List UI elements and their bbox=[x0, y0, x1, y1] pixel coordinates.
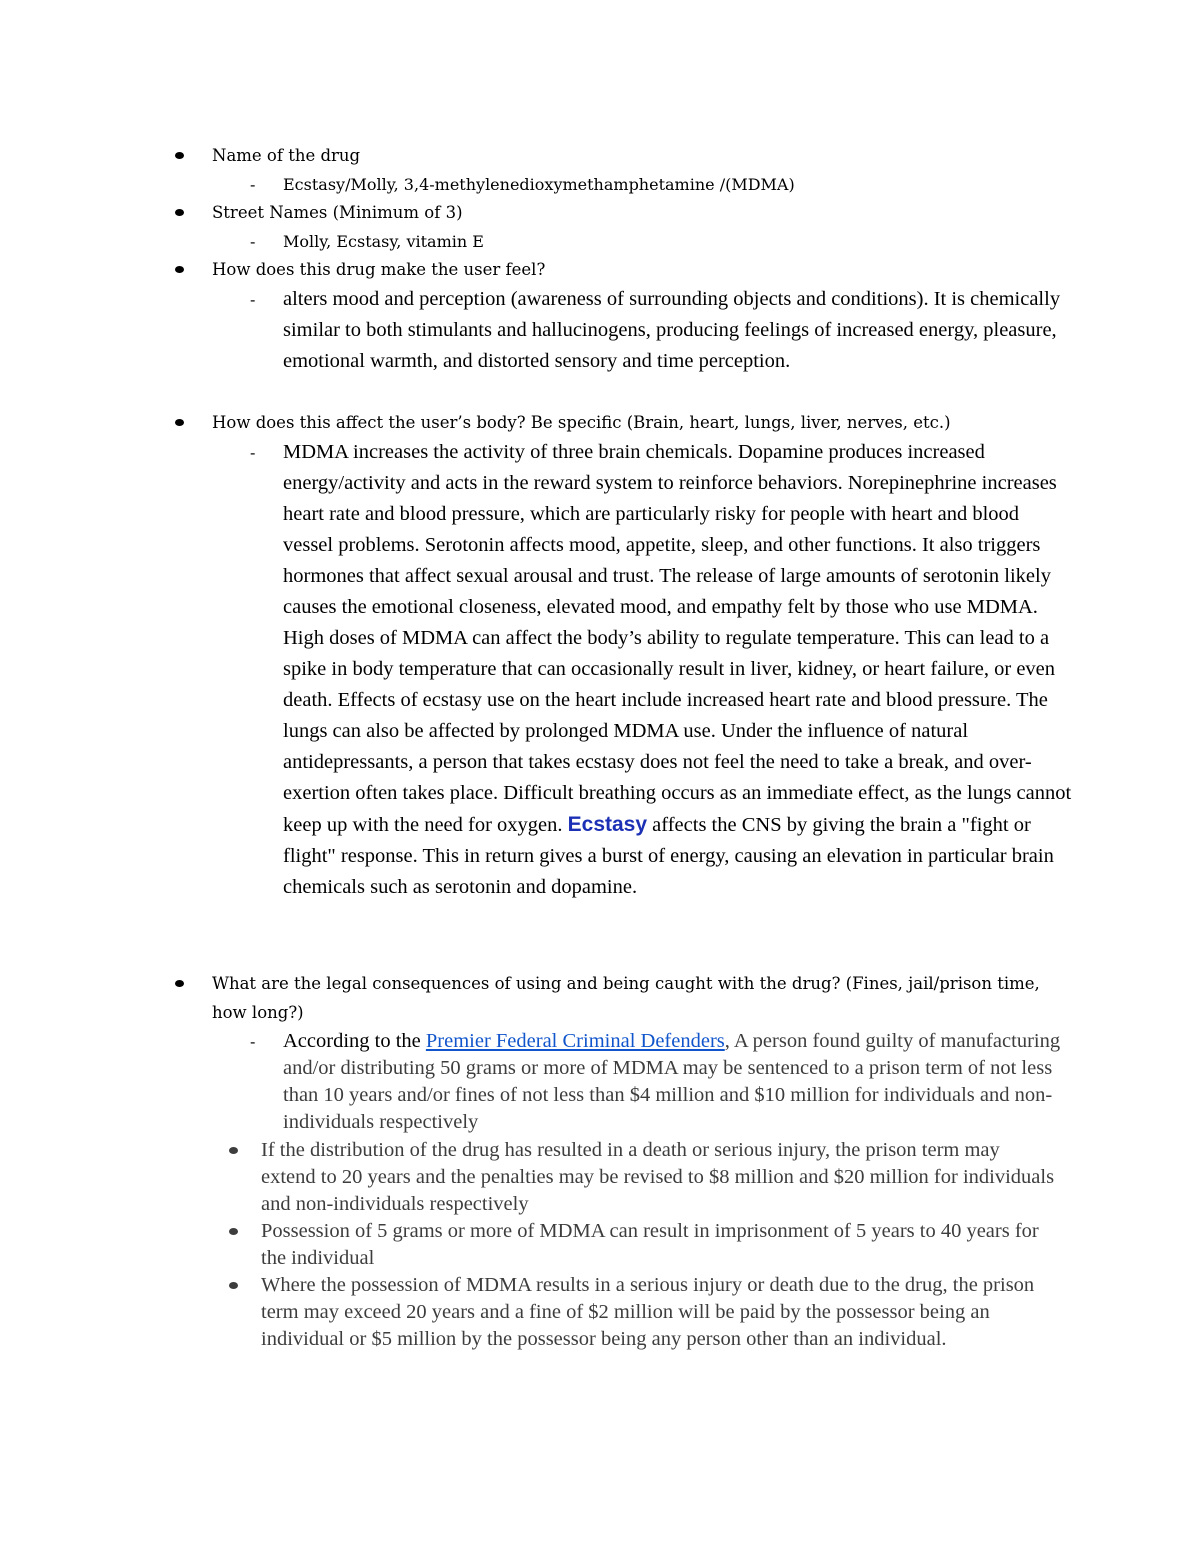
answer-user-feel bbox=[244, 284, 1074, 377]
bullet-icon bbox=[175, 209, 184, 216]
dash-marker: - bbox=[250, 443, 256, 462]
answer-text: Ecstasy/Molly, 3,4-methylenedioxymethamphetamine /(MDMA) bbox=[283, 175, 795, 194]
question-body-effects bbox=[172, 408, 1072, 437]
question-label: Name of the drug bbox=[212, 146, 361, 165]
legal-sub-item bbox=[228, 1218, 1058, 1272]
question-legal-consequences bbox=[172, 969, 1072, 1027]
answer-text-after: affects the CNS by giving the brain a "fight or flight" response. This in return gives a burst of energy, causing an elevation in particular brain chemicals such as serotonin and dopamine. bbox=[283, 814, 1054, 898]
answer-drug-name bbox=[244, 170, 1074, 199]
bullet-icon bbox=[175, 266, 184, 273]
question-user-feel bbox=[172, 255, 1072, 284]
answer-text bbox=[283, 1028, 1074, 1136]
answer-street-names bbox=[244, 227, 1074, 256]
answer-legal-consequences bbox=[244, 1028, 1074, 1136]
answer-text: Molly, Ecstasy, vitamin E bbox=[283, 232, 484, 251]
bullet-icon bbox=[175, 419, 184, 426]
bullet-icon bbox=[229, 1228, 238, 1235]
bullet-icon bbox=[175, 980, 184, 987]
question-drug-name bbox=[172, 141, 1072, 170]
dash-marker: - bbox=[250, 232, 256, 251]
bullet-icon bbox=[229, 1147, 238, 1154]
dash-marker: - bbox=[250, 175, 256, 194]
question-label: How does this affect the user’s body? Be specific (Brain, heart, lungs, liver, nerves, etc.) bbox=[212, 413, 951, 432]
question-label: How does this drug make the user feel? bbox=[212, 260, 546, 279]
answer-text-before: MDMA increases the activity of three brain chemicals. Dopamine produces increased energy/activity and acts in the reward system to reinforce behaviors. Norepinephrine increases heart rate and blood pressure, which are particularly risky for people with heart and blood vessel problems. Serotonin affects mood, appetite, sleep, and other functions. It also triggers hormones that affect sexual arousal and trust. The release of large amounts of serotonin likely causes the emotional closeness, elevated mood, and empathy felt by those who use MDMA. High doses of MDMA can affect the body’s ability to regulate temperature. This can lead to a spike in body temperature that can occasionally result in liver, kidney, or heart failure, or even death. Effects of ecstasy use on the heart include increased heart rate and blood pressure. The lungs can also be affected by prolonged MDMA use. Under the influence of natural antidepressants, a person that takes ecstasy does not feel the need to take a break, and over-exertion often takes place. Difficult breathing occurs as an immediate effect, as the lungs cannot keep up with the need for oxygen. bbox=[283, 441, 1072, 836]
question-street-names bbox=[172, 198, 1072, 227]
ecstasy-link[interactable]: Ecstasy bbox=[567, 813, 648, 836]
legal-sub-item bbox=[228, 1137, 1058, 1218]
dash-marker: - bbox=[250, 290, 256, 309]
question-label: What are the legal consequences of using and being caught with the drug? (Fines, jail/prison time, how long?) bbox=[212, 974, 1040, 1022]
sub-item-text: Where the possession of MDMA results in a serious injury or death due to the drug, the prison term may exceed 20 years and a fine of $2 million will be paid by the possessor being an individual or $5 million by the possessor being any person other than an individual. bbox=[261, 1274, 1035, 1350]
sub-item-text: If the distribution of the drug has resulted in a death or serious injury, the prison term may extend to 20 years and the penalties may be revised to $8 million and $20 million for individuals and non-individuals respectively bbox=[261, 1139, 1055, 1215]
answer-prefix: According to the bbox=[283, 1030, 421, 1052]
question-label: Street Names (Minimum of 3) bbox=[212, 203, 463, 222]
legal-sub-item bbox=[228, 1272, 1058, 1353]
answer-body-effects bbox=[244, 437, 1074, 903]
premier-defenders-link[interactable]: Premier Federal Criminal Defenders bbox=[425, 1030, 725, 1052]
dash-marker: - bbox=[250, 1032, 256, 1051]
sub-item-text: Possession of 5 grams or more of MDMA can result in imprisonment of 5 years to 40 years for the individual bbox=[261, 1220, 1039, 1269]
answer-text: alters mood and perception (awareness of surrounding objects and conditions). It is chemically similar to both stimulants and hallucinogens, producing feelings of increased energy, pleasure, emotional warmth, and distorted sensory and time perception. bbox=[283, 288, 1061, 372]
bullet-icon bbox=[175, 152, 184, 159]
bullet-icon bbox=[229, 1282, 238, 1289]
answer-rest: , A person found guilty of manufacturing and/or distributing 50 grams or more of MDMA may be sentenced to a prison term of not less than 10 years and/or fines of not less than $4 million and $10 million for individuals and non-individuals respectively bbox=[283, 1030, 1061, 1133]
answer-text bbox=[283, 437, 1074, 903]
